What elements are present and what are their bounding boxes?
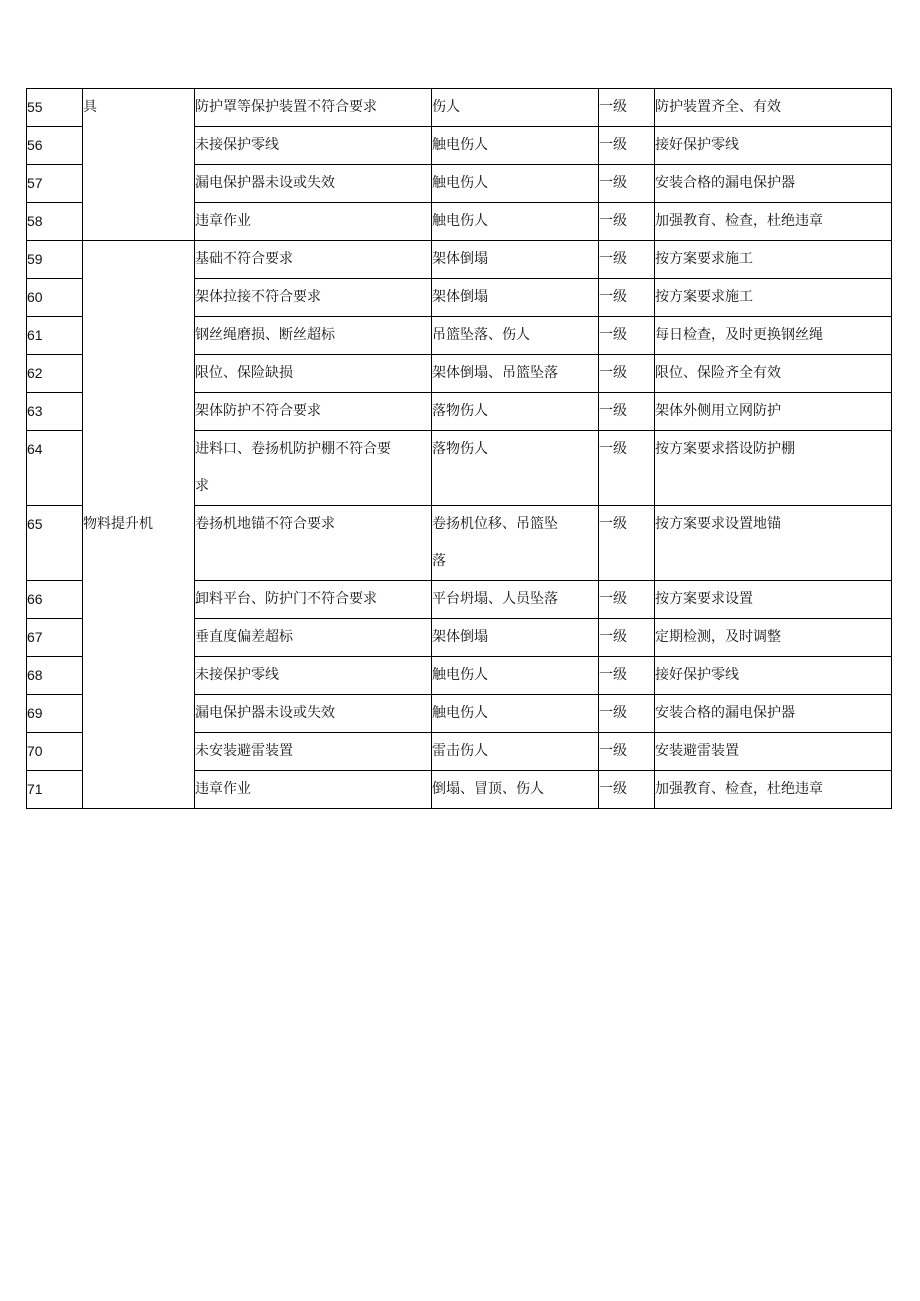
measure-cell: 定期检测，及时调整 bbox=[655, 619, 892, 657]
level-cell: 一级 bbox=[599, 279, 655, 317]
row-number: 66 bbox=[27, 581, 83, 619]
row-number: 58 bbox=[27, 203, 83, 241]
measure-cell: 安装避雷装置 bbox=[655, 733, 892, 771]
consequence-line-1: 卷扬机位移、吊篮坠 bbox=[432, 516, 558, 532]
category-label: 具 bbox=[83, 99, 97, 115]
hazard-cell: 漏电保护器未设或失效 bbox=[195, 695, 432, 733]
row-number: 56 bbox=[27, 127, 83, 165]
measure-cell: 防护装置齐全、有效 bbox=[655, 89, 892, 127]
consequence-cell: 架体倒塌 bbox=[432, 241, 599, 279]
level-cell: 一级 bbox=[599, 165, 655, 203]
consequence-line-2: 落 bbox=[432, 553, 446, 569]
measure-cell: 按方案要求施工 bbox=[655, 241, 892, 279]
consequence-cell: 平台坍塌、人员坠落 bbox=[432, 581, 599, 619]
consequence-cell: 架体倒塌 bbox=[432, 619, 599, 657]
hazard-line-1: 进料口、卷扬机防护棚不符合要 bbox=[195, 441, 391, 457]
measure-cell: 按方案要求搭设防护棚 bbox=[655, 431, 892, 506]
consequence-cell: 倒塌、冒顶、伤人 bbox=[432, 771, 599, 809]
hazard-cell: 违章作业 bbox=[195, 771, 432, 809]
level-cell: 一级 bbox=[599, 771, 655, 809]
level-cell: 一级 bbox=[599, 393, 655, 431]
measure-cell: 每日检查，及时更换钢丝绳 bbox=[655, 317, 892, 355]
measure-cell: 安装合格的漏电保护器 bbox=[655, 165, 892, 203]
level-cell: 一级 bbox=[599, 695, 655, 733]
row-number: 55 bbox=[27, 89, 83, 127]
row-number: 62 bbox=[27, 355, 83, 393]
consequence-cell: 架体倒塌、吊篮坠落 bbox=[432, 355, 599, 393]
row-number: 60 bbox=[27, 279, 83, 317]
level-cell: 一级 bbox=[599, 127, 655, 165]
consequence-cell: 落物伤人 bbox=[432, 393, 599, 431]
level-cell: 一级 bbox=[599, 317, 655, 355]
measure-cell: 按方案要求设置地锚 bbox=[655, 506, 892, 581]
level-cell: 一级 bbox=[599, 733, 655, 771]
hazard-cell bbox=[195, 431, 432, 506]
category-cell bbox=[83, 241, 195, 809]
level-cell: 一级 bbox=[599, 506, 655, 581]
level-cell: 一级 bbox=[599, 241, 655, 279]
category-label: 物料提升机 bbox=[83, 516, 153, 532]
hazard-cell: 架体防护不符合要求 bbox=[195, 393, 432, 431]
measure-cell: 安装合格的漏电保护器 bbox=[655, 695, 892, 733]
hazard-cell: 卸料平台、防护门不符合要求 bbox=[195, 581, 432, 619]
measure-cell: 加强教育、检查，杜绝违章 bbox=[655, 771, 892, 809]
row-number: 59 bbox=[27, 241, 83, 279]
consequence-cell: 吊篮坠落、伤人 bbox=[432, 317, 599, 355]
hazard-cell: 漏电保护器未设或失效 bbox=[195, 165, 432, 203]
measure-cell: 按方案要求设置 bbox=[655, 581, 892, 619]
hazard-cell: 限位、保险缺损 bbox=[195, 355, 432, 393]
consequence-cell: 触电伤人 bbox=[432, 165, 599, 203]
row-number: 64 bbox=[27, 431, 83, 506]
level-cell: 一级 bbox=[599, 581, 655, 619]
hazard-cell: 卷扬机地锚不符合要求 bbox=[195, 506, 432, 581]
measure-cell: 接好保护零线 bbox=[655, 127, 892, 165]
consequence-cell: 触电伤人 bbox=[432, 657, 599, 695]
hazard-cell: 未安装避雷装置 bbox=[195, 733, 432, 771]
hazard-cell: 未接保护零线 bbox=[195, 127, 432, 165]
consequence-cell: 架体倒塌 bbox=[432, 279, 599, 317]
row-number: 57 bbox=[27, 165, 83, 203]
consequence-cell: 落物伤人 bbox=[432, 431, 599, 506]
hazard-line-2: 求 bbox=[195, 478, 209, 494]
hazard-cell: 未接保护零线 bbox=[195, 657, 432, 695]
measure-cell: 限位、保险齐全有效 bbox=[655, 355, 892, 393]
consequence-cell: 触电伤人 bbox=[432, 203, 599, 241]
measure-cell: 架体外侧用立网防护 bbox=[655, 393, 892, 431]
consequence-cell: 伤人 bbox=[432, 89, 599, 127]
row-number: 70 bbox=[27, 733, 83, 771]
row-number: 63 bbox=[27, 393, 83, 431]
consequence-cell: 雷击伤人 bbox=[432, 733, 599, 771]
consequence-cell bbox=[432, 506, 599, 581]
row-number: 69 bbox=[27, 695, 83, 733]
level-cell: 一级 bbox=[599, 89, 655, 127]
hazard-cell: 垂直度偏差超标 bbox=[195, 619, 432, 657]
measure-cell: 加强教育、检查，杜绝违章 bbox=[655, 203, 892, 241]
hazard-cell: 违章作业 bbox=[195, 203, 432, 241]
hazard-cell: 基础不符合要求 bbox=[195, 241, 432, 279]
hazard-cell: 架体拉接不符合要求 bbox=[195, 279, 432, 317]
level-cell: 一级 bbox=[599, 657, 655, 695]
level-cell: 一级 bbox=[599, 431, 655, 506]
consequence-cell: 触电伤人 bbox=[432, 695, 599, 733]
table-row bbox=[27, 89, 892, 127]
row-number: 67 bbox=[27, 619, 83, 657]
row-number: 68 bbox=[27, 657, 83, 695]
hazard-cell: 防护罩等保护装置不符合要求 bbox=[195, 89, 432, 127]
measure-cell: 接好保护零线 bbox=[655, 657, 892, 695]
consequence-cell: 触电伤人 bbox=[432, 127, 599, 165]
category-cell bbox=[83, 89, 195, 241]
table-row bbox=[27, 241, 892, 279]
hazard-table bbox=[26, 88, 892, 809]
measure-cell: 按方案要求施工 bbox=[655, 279, 892, 317]
row-number: 61 bbox=[27, 317, 83, 355]
level-cell: 一级 bbox=[599, 355, 655, 393]
row-number: 71 bbox=[27, 771, 83, 809]
hazard-cell: 钢丝绳磨损、断丝超标 bbox=[195, 317, 432, 355]
level-cell: 一级 bbox=[599, 619, 655, 657]
row-number: 65 bbox=[27, 506, 83, 581]
level-cell: 一级 bbox=[599, 203, 655, 241]
